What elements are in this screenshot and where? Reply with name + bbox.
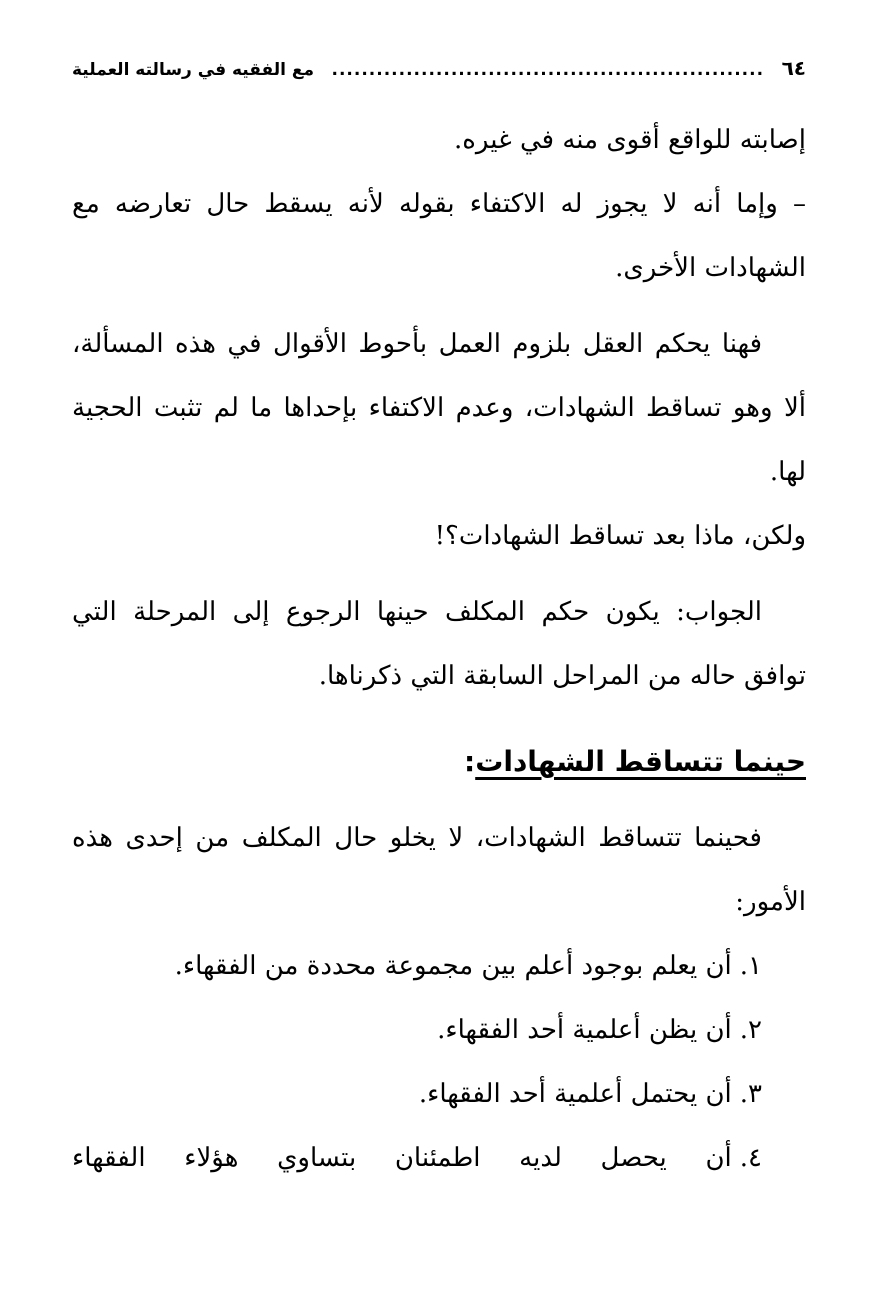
section-heading-text: حينما تتساقط الشهادات bbox=[475, 745, 806, 778]
page-header bbox=[72, 40, 806, 80]
list-item-text: أن يحتمل أعلمية أحد الفقهاء. bbox=[418, 1079, 732, 1109]
list-item-number: ٣. bbox=[739, 1079, 762, 1109]
conditions-list bbox=[72, 934, 806, 1190]
list-item bbox=[72, 998, 806, 1062]
list-item-text: أن يحصل لديه اطمئنان بتساوي هؤلاء الفقهاء bbox=[72, 1143, 732, 1173]
paragraph-1: إصابته للواقع أقوى منه في غيره. bbox=[454, 125, 806, 155]
list-item bbox=[72, 1062, 806, 1126]
list-item bbox=[72, 1126, 806, 1190]
section-heading bbox=[72, 730, 806, 794]
section-heading-colon: : bbox=[464, 745, 476, 778]
page-content bbox=[72, 108, 806, 1190]
list-item-number: ٤. bbox=[739, 1143, 762, 1173]
running-title: مع الفقيه في رسالته العملية bbox=[72, 60, 314, 80]
paragraph-6: فحينما تتساقط الشهادات، لا يخلو حال المكلف من إحدى هذه الأمور: bbox=[72, 823, 806, 917]
list-item-number: ٢. bbox=[739, 1015, 762, 1045]
list-item bbox=[72, 934, 806, 998]
book-page bbox=[72, 40, 806, 1190]
paragraph-3: فهنا يحكم العقل بلزوم العمل بأحوط الأقوال في هذه المسألة، ألا وهو تساقط الشهادات، وعدم الاكتفاء بإحداها ما لم تثبت الحجية لها. bbox=[72, 329, 806, 487]
paragraph-2: – وإما أنه لا يجوز له الاكتفاء بقوله لأنه يسقط حال تعارضه مع الشهادات الأخرى. bbox=[72, 189, 806, 283]
paragraph-5: الجواب: يكون حكم المكلف حينها الرجوع إلى المرحلة التي توافق حاله من المراحل السابقة التي ذكرناها. bbox=[72, 597, 806, 691]
list-item-text: أن يظن أعلمية أحد الفقهاء. bbox=[437, 1015, 732, 1045]
list-item-number: ١. bbox=[739, 951, 762, 981]
page-number: ٦٤ bbox=[781, 56, 806, 80]
header-dots: .......................................................... bbox=[331, 60, 765, 80]
paragraph-4: ولكن، ماذا بعد تساقط الشهادات؟! bbox=[434, 521, 806, 551]
list-item-text: أن يعلم بوجود أعلم بين مجموعة محددة من الفقهاء. bbox=[174, 951, 732, 981]
